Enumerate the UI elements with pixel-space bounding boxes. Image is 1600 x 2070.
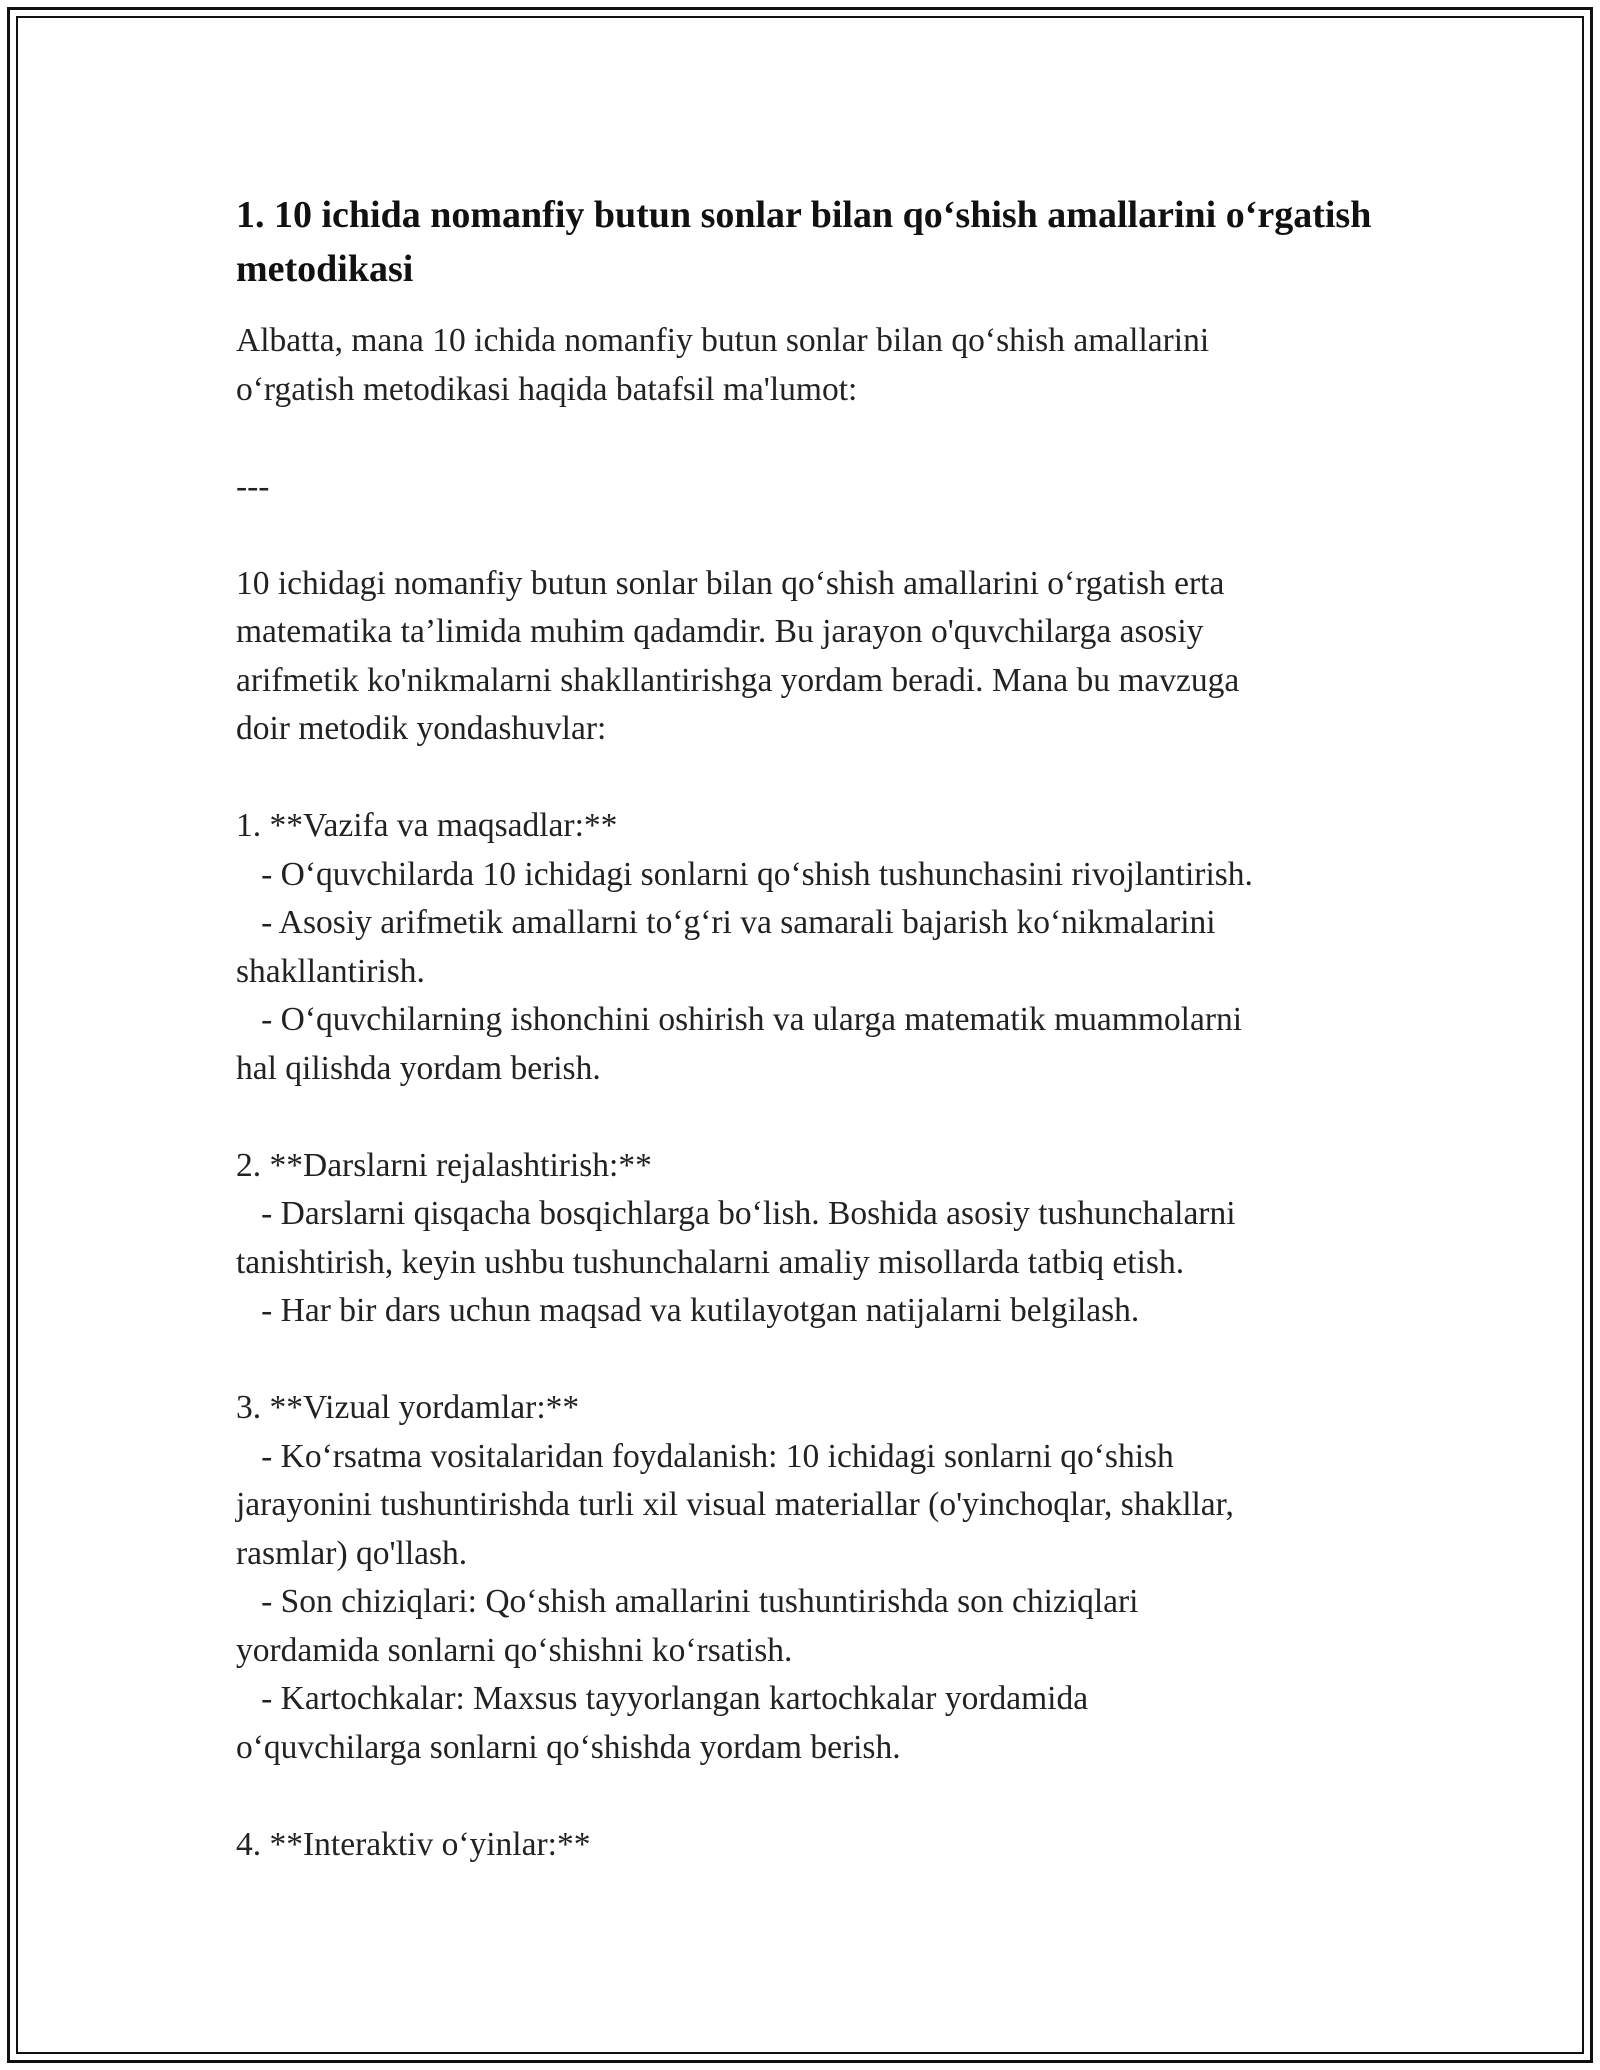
- text-line: hal qilishda yordam berish.: [236, 1049, 601, 1087]
- text-line: yordamida sonlarni qo‘shishni ko‘rsatish.: [236, 1631, 793, 1669]
- text-line: jarayonini tushuntirishda turli xil visual materiallar (o'yinchoqlar, shakllar,: [236, 1486, 1234, 1523]
- document-text: [236, 317, 1376, 1869]
- document-title: 1. 10 ichida nomanfiy butun sonlar bilan qo‘shish amallarini o‘rgatish metodikasi: [236, 194, 1372, 290]
- text-line: - Asosiy arifmetik amallarni to‘g‘ri va samarali bajarish ko‘nikmalarini: [236, 904, 1216, 941]
- text-line: shakllantirish.: [236, 952, 425, 990]
- text-line: tanishtirish, keyin ushbu tushunchalarni amaliy misollarda tatbiq etish.: [236, 1243, 1185, 1281]
- document-body: [236, 188, 1376, 1869]
- text-line: [236, 414, 1376, 463]
- text-line: - O‘quvchilarda 10 ichidagi sonlarni qo‘shish tushunchasini rivojlantirish.: [236, 855, 1253, 893]
- text-line: - Son chiziqlari: Qo‘shish amallarini tushuntirishda son chiziqlari: [236, 1583, 1139, 1620]
- text-line: - O‘quvchilarning ishonchini oshirish va ularga matematik muammolarni: [236, 1001, 1243, 1038]
- text-line: [236, 1772, 1376, 1821]
- text-line: - Kartochkalar: Maxsus tayyorlangan kartochkalar yordamida: [236, 1680, 1089, 1717]
- text-line: - Har bir dars uchun maqsad va kutilayotgan natijalarni belgilash.: [236, 1292, 1140, 1329]
- text-line: [236, 1093, 1376, 1142]
- text-line: o‘quvchilarga sonlarni qo‘shishda yordam berish.: [236, 1728, 901, 1766]
- text-line: doir metodik yondashuvlar:: [236, 710, 607, 747]
- text-line: [236, 754, 1376, 803]
- text-line: 1. **Vazifa va maqsadlar:**: [236, 807, 618, 844]
- text-line: arifmetik ko'nikmalarni shakllantirishga yordam beradi. Mana bu mavzuga: [236, 661, 1240, 699]
- text-line: [236, 511, 1376, 560]
- text-line: Albatta, mana 10 ichida nomanfiy butun sonlar bilan qo‘shish amallarini: [236, 322, 1210, 359]
- text-line: matematika ta’limida muhim qadamdir. Bu jarayon o'quvchilarga asosiy: [236, 613, 1204, 650]
- text-line: 3. **Vizual yordamlar:**: [236, 1389, 580, 1426]
- text-line: [236, 1336, 1376, 1385]
- text-line: 2. **Darslarni rejalashtirish:**: [236, 1146, 652, 1184]
- text-line: rasmlar) qo'llash.: [236, 1534, 468, 1572]
- text-line: o‘rgatish metodikasi haqida batafsil ma'lumot:: [236, 370, 858, 408]
- text-line: - Darslarni qisqacha bosqichlarga bo‘lish. Boshida asosiy tushunchalarni: [236, 1195, 1236, 1232]
- text-line: ---: [236, 467, 270, 505]
- text-line: 4. **Interaktiv o‘yinlar:**: [236, 1825, 591, 1863]
- text-line: - Ko‘rsatma vositalaridan foydalanish: 10 ichidagi sonlarni qo‘shish: [236, 1437, 1174, 1475]
- text-line: 10 ichidagi nomanfiy butun sonlar bilan qo‘shish amallarini o‘rgatish erta: [236, 564, 1225, 602]
